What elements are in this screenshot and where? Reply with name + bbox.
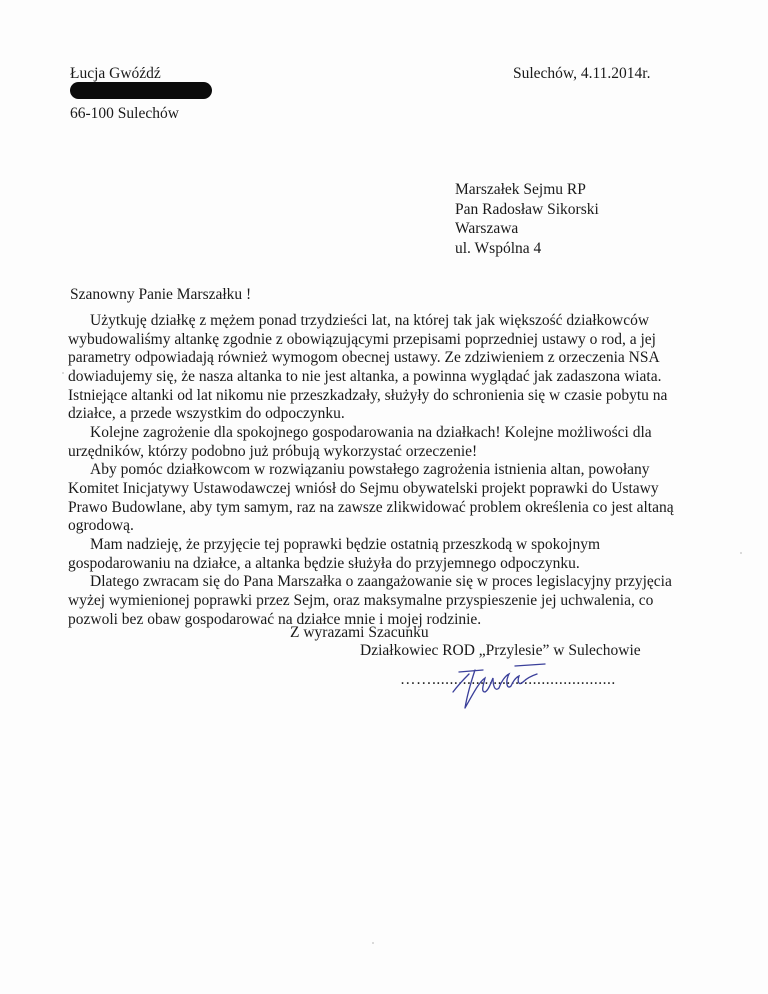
scan-speck <box>740 552 742 554</box>
sender-city: 66-100 Sulechów <box>70 105 179 122</box>
body-line: urzędników, którzy podobno już próbują wykorzystać orzeczenie! <box>68 442 478 460</box>
body-line: Użytkuję działkę z mężem ponad trzydzieści lat, na której tak jak większość działkowców <box>90 312 650 329</box>
body-line: pozwoli bez obaw gospodarować na działce mnie i mojej rodzinie. <box>68 610 482 628</box>
salutation: Szanowny Panie Marszałku ! <box>70 286 252 303</box>
body-line: działce, a przede wszystkim do odpoczynku. <box>68 405 345 423</box>
closing-phrase: Z wyrazami Szacunku <box>290 624 429 641</box>
signer-title: Działkowiec ROD „Przylesie” w Sulechowie <box>360 642 641 659</box>
redacted-address-block <box>70 82 212 99</box>
body-line: Mam nadzieję, że przyjęcie tej poprawki będzie ostatnią przeszkodą w spokojnym <box>90 535 601 553</box>
body-line: wybudowaliśmy altankę zgodnie z obowiązującymi przepisami poprzedniej ustawy o rod, a jej <box>68 330 656 348</box>
body-line: parametry odpowiadają również wymogom obecnej ustawy. Ze zdziwieniem z orzeczenia NSA <box>68 349 660 367</box>
recipient-line: ul. Wspólna 4 <box>455 239 542 257</box>
body-line: Dlatego zwracam się do Pana Marszałka o zaangażowanie się w proces legislacyjny przyjęcia <box>90 573 672 591</box>
recipient-line: Marszałek Sejmu RP <box>455 181 586 198</box>
body-line: wyżej wymienionej poprawki przez Sejm, oraz maksymalne przyspieszenie jej uchwalenia, co <box>68 591 654 609</box>
body-line: Aby pomóc działkowcom w rozwiązaniu powstałego zagrożenia istnienia altan, powołany <box>90 461 650 479</box>
letter-date: Sulechów, 4.11.2014r. <box>513 65 651 82</box>
recipient-line: Warszawa <box>455 220 519 237</box>
body-line: Istniejące altanki od lat nikomu nie przeszkadzały, służyły do schronienia się w czasie pobytu na <box>68 386 668 404</box>
body-line: dowiadujemy się, że nasza altanka to nie jest altanka, a powinna wyglądać jak zadaszona wiata. <box>68 367 662 385</box>
body-line: ogrodową. <box>68 517 134 535</box>
body-line: gospodarowaniu na działce, a altanka będzie służyła do przyjemnego odpoczynku. <box>68 554 580 572</box>
handwritten-signature <box>445 652 555 712</box>
letter-body <box>68 312 688 629</box>
body-line: Kolejne zagrożenie dla spokojnego gospodarowania na działkach! Kolejne możliwości dla <box>90 423 652 441</box>
recipient-line: Pan Radosław Sikorski <box>455 200 599 218</box>
recipient-address <box>455 180 599 258</box>
scan-speck <box>62 372 64 374</box>
sender-name: Łucja Gwóźdź <box>70 65 161 82</box>
body-line: Komitet Inicjatywy Ustawodawczej wniósł do Sejmu obywatelski projekt poprawki do Ustawy <box>68 479 659 497</box>
signature-line: …….......................................... <box>400 671 616 688</box>
body-line: Prawo Budowlane, aby tym samym, raz na zawsze zlikwidować problem określenia co jest altaną <box>68 498 674 516</box>
scan-speck <box>372 942 374 944</box>
